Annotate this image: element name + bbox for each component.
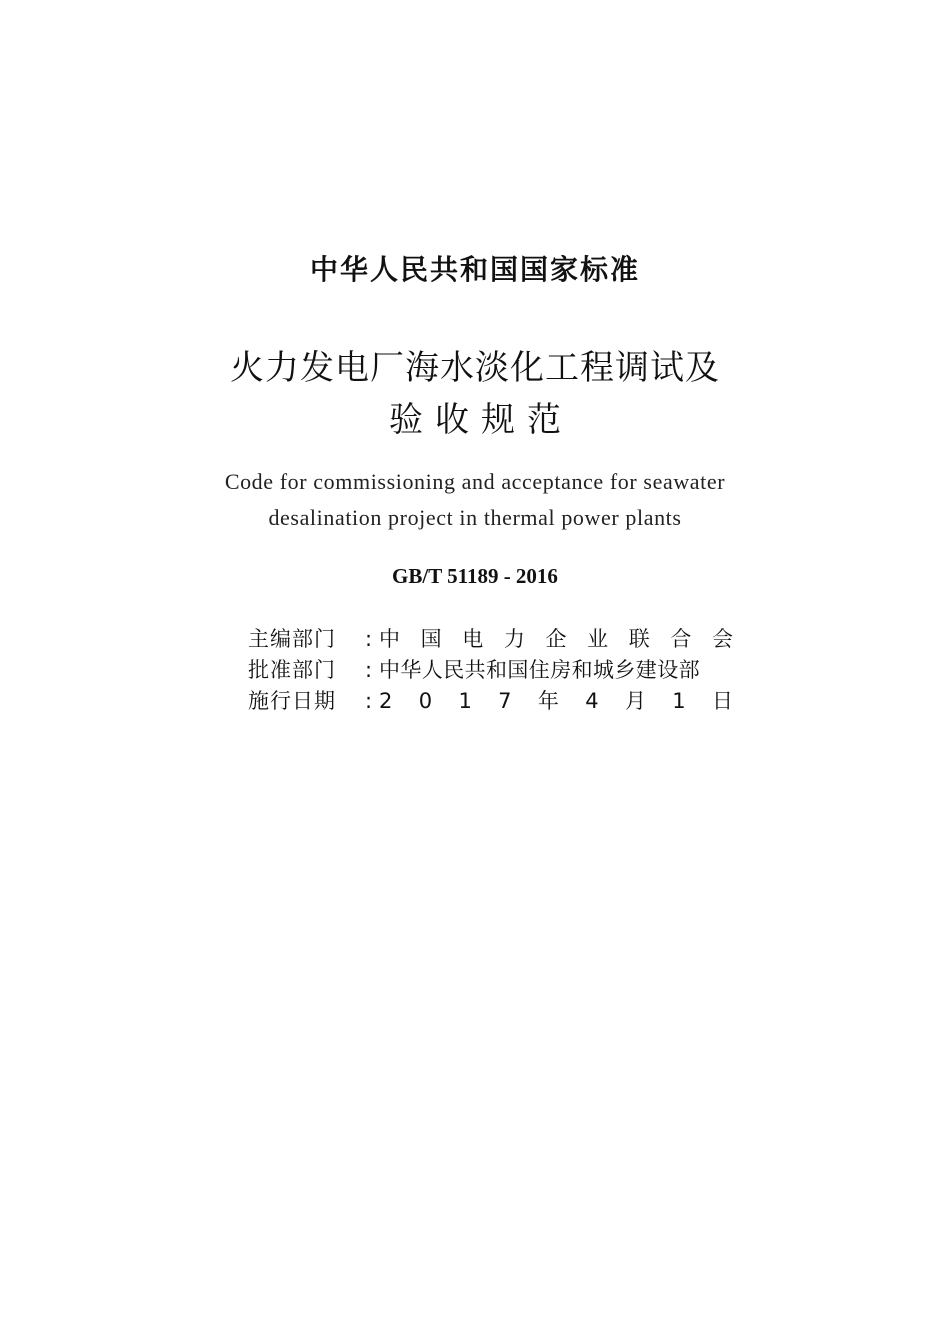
english-title-line-2: desalination project in thermal power plants [268,505,682,530]
publication-info [248,624,733,717]
spread-char: 合 [670,627,692,651]
editor-colon: : [365,627,373,651]
editor-label: 主编部门 [248,627,336,651]
spread-char: 业 [587,627,609,651]
effective-date-colon: : [365,689,373,713]
approver-colon: : [365,658,373,682]
editor-value [379,624,733,655]
spread-char: 国 [420,627,442,651]
approver-value: 中华人民共和国住房和城乡建设部 [379,658,700,682]
effective-date-row [248,686,733,717]
approver-row [248,655,728,686]
effective-date-value [379,686,733,717]
english-title-line-1: Code for commissioning and acceptance for seawater [224,469,726,494]
english-title [0,464,950,536]
effective-date-label: 施行日期 [248,689,336,713]
spread-char: 0 [418,689,433,713]
chinese-title-line-1: 火力发电厂海水淡化工程调试及 [230,348,720,388]
spread-char: 1 [458,689,472,713]
approver-label: 批准部门 [248,658,336,682]
spread-char: 4 [585,689,599,713]
spread-char: 力 [503,627,525,651]
spread-char: 7 [498,689,512,713]
national-standard-heading: 中华人民共和国国家标准 [309,253,640,286]
spread-char: 中 [379,627,400,651]
chinese-title-line-2: 验收规范 [389,400,573,440]
spread-char: 日 [712,689,733,713]
spread-char: 1 [672,689,686,713]
standard-number: GB/T 51189 - 2016 [392,564,558,588]
spread-char: 企 [545,627,567,651]
spread-char: 联 [628,627,650,651]
spread-char: 电 [462,627,484,651]
spread-char: 2 [379,689,393,713]
spread-char: 年 [537,689,559,713]
spread-char: 会 [712,627,733,651]
chinese-title [0,342,950,446]
editor-row [248,624,733,655]
spread-char: 月 [624,689,646,713]
